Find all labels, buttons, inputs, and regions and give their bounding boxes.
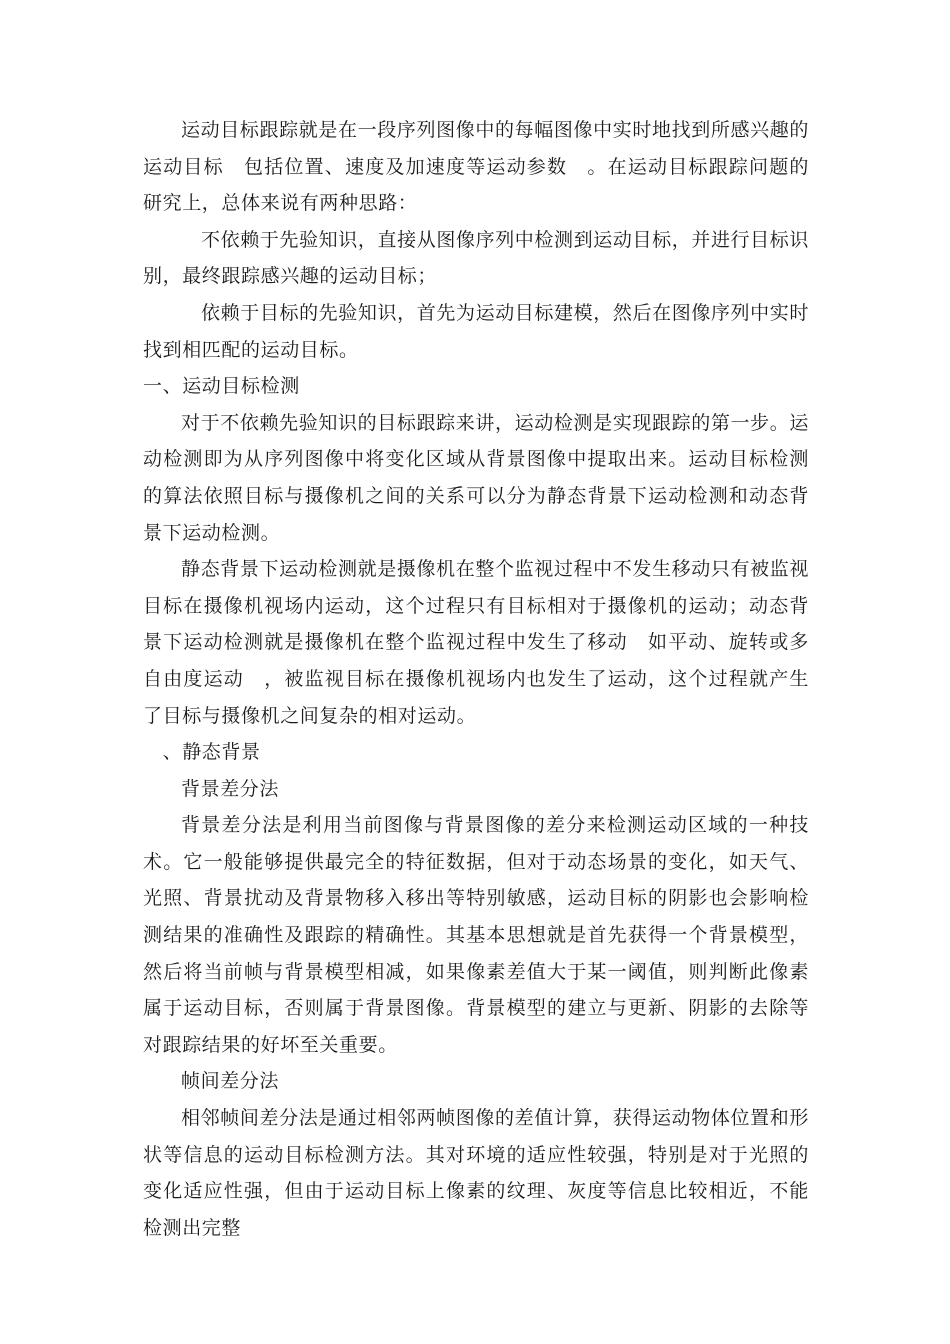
subsection-heading-static-background: 、静态背景 (143, 741, 261, 764)
document-body (143, 112, 809, 1246)
frame-difference-paragraph: 相邻帧间差分法是通过相邻两帧图像的差值计算，获得运动物体位置和形状等信息的运动目标检测方法。其对环境的适应性较强，特别是对于光照的变化适应性强，但由于运动目标上像素的纹理、灰度等信息比较相近，不能检测出完整 (143, 1107, 809, 1239)
method-title-background-subtraction: 背景差分法 (181, 777, 280, 800)
approach-two-paragraph: 依赖于目标的先验知识，首先为运动目标建模，然后在图像序列中实时找到相匹配的运动目标。 (143, 301, 809, 361)
intro-paragraph: 运动目标跟踪就是在一段序列图像中的每幅图像中实时地找到所感兴趣的运动目标 包括位置、速度及加速度等运动参数 。在运动目标跟踪问题的研究上，总体来说有两种思路： (143, 119, 809, 215)
section-heading-motion-detection: 一、运动目标检测 (143, 375, 300, 398)
background-subtraction-paragraph: 背景差分法是利用当前图像与背景图像的差分来检测运动区域的一种技术。它一般能够提供最完全的特征数据，但对于动态场景的变化，如天气、光照、背景扰动及背景物移入移出等特别敏感，运动目标的阴影也会影响检测结果的准确性及跟踪的精确性。其基本思想就是首先获得一个背景模型，然后将当前帧与背景模型相减，如果像素差值大于某一阈值，则判断此像素属于运动目标，否则属于背景图像。背景模型的建立与更新、阴影的去除等对跟踪结果的好坏至关重要。 (143, 814, 809, 1056)
method-title-frame-difference: 帧间差分法 (181, 1070, 280, 1093)
motion-detection-paragraph: 对于不依赖先验知识的目标跟踪来讲，运动检测是实现跟踪的第一步。运动检测即为从序列图像中将变化区域从背景图像中提取出来。运动目标检测的算法依照目标与摄像机之间的关系可以分为静态背景下运动检测和动态背景下运动检测。 (143, 411, 809, 544)
static-dynamic-paragraph: 静态背景下运动检测就是摄像机在整个监视过程中不发生移动只有被监视目标在摄像机视场内运动，这个过程只有目标相对于摄像机的运动；动态背景下运动检测就是摄像机在整个监视过程中发生了移动 如平动、旋转或多自由度运动 ，被监视目标在摄像机视场内也发生了运动，这个过程就产生了目标与摄像机之间复杂的相对运动。 (143, 558, 809, 727)
approach-one-paragraph: 不依赖于先验知识，直接从图像序列中检测到运动目标，并进行目标识别，最终跟踪感兴趣的运动目标； (143, 228, 809, 288)
